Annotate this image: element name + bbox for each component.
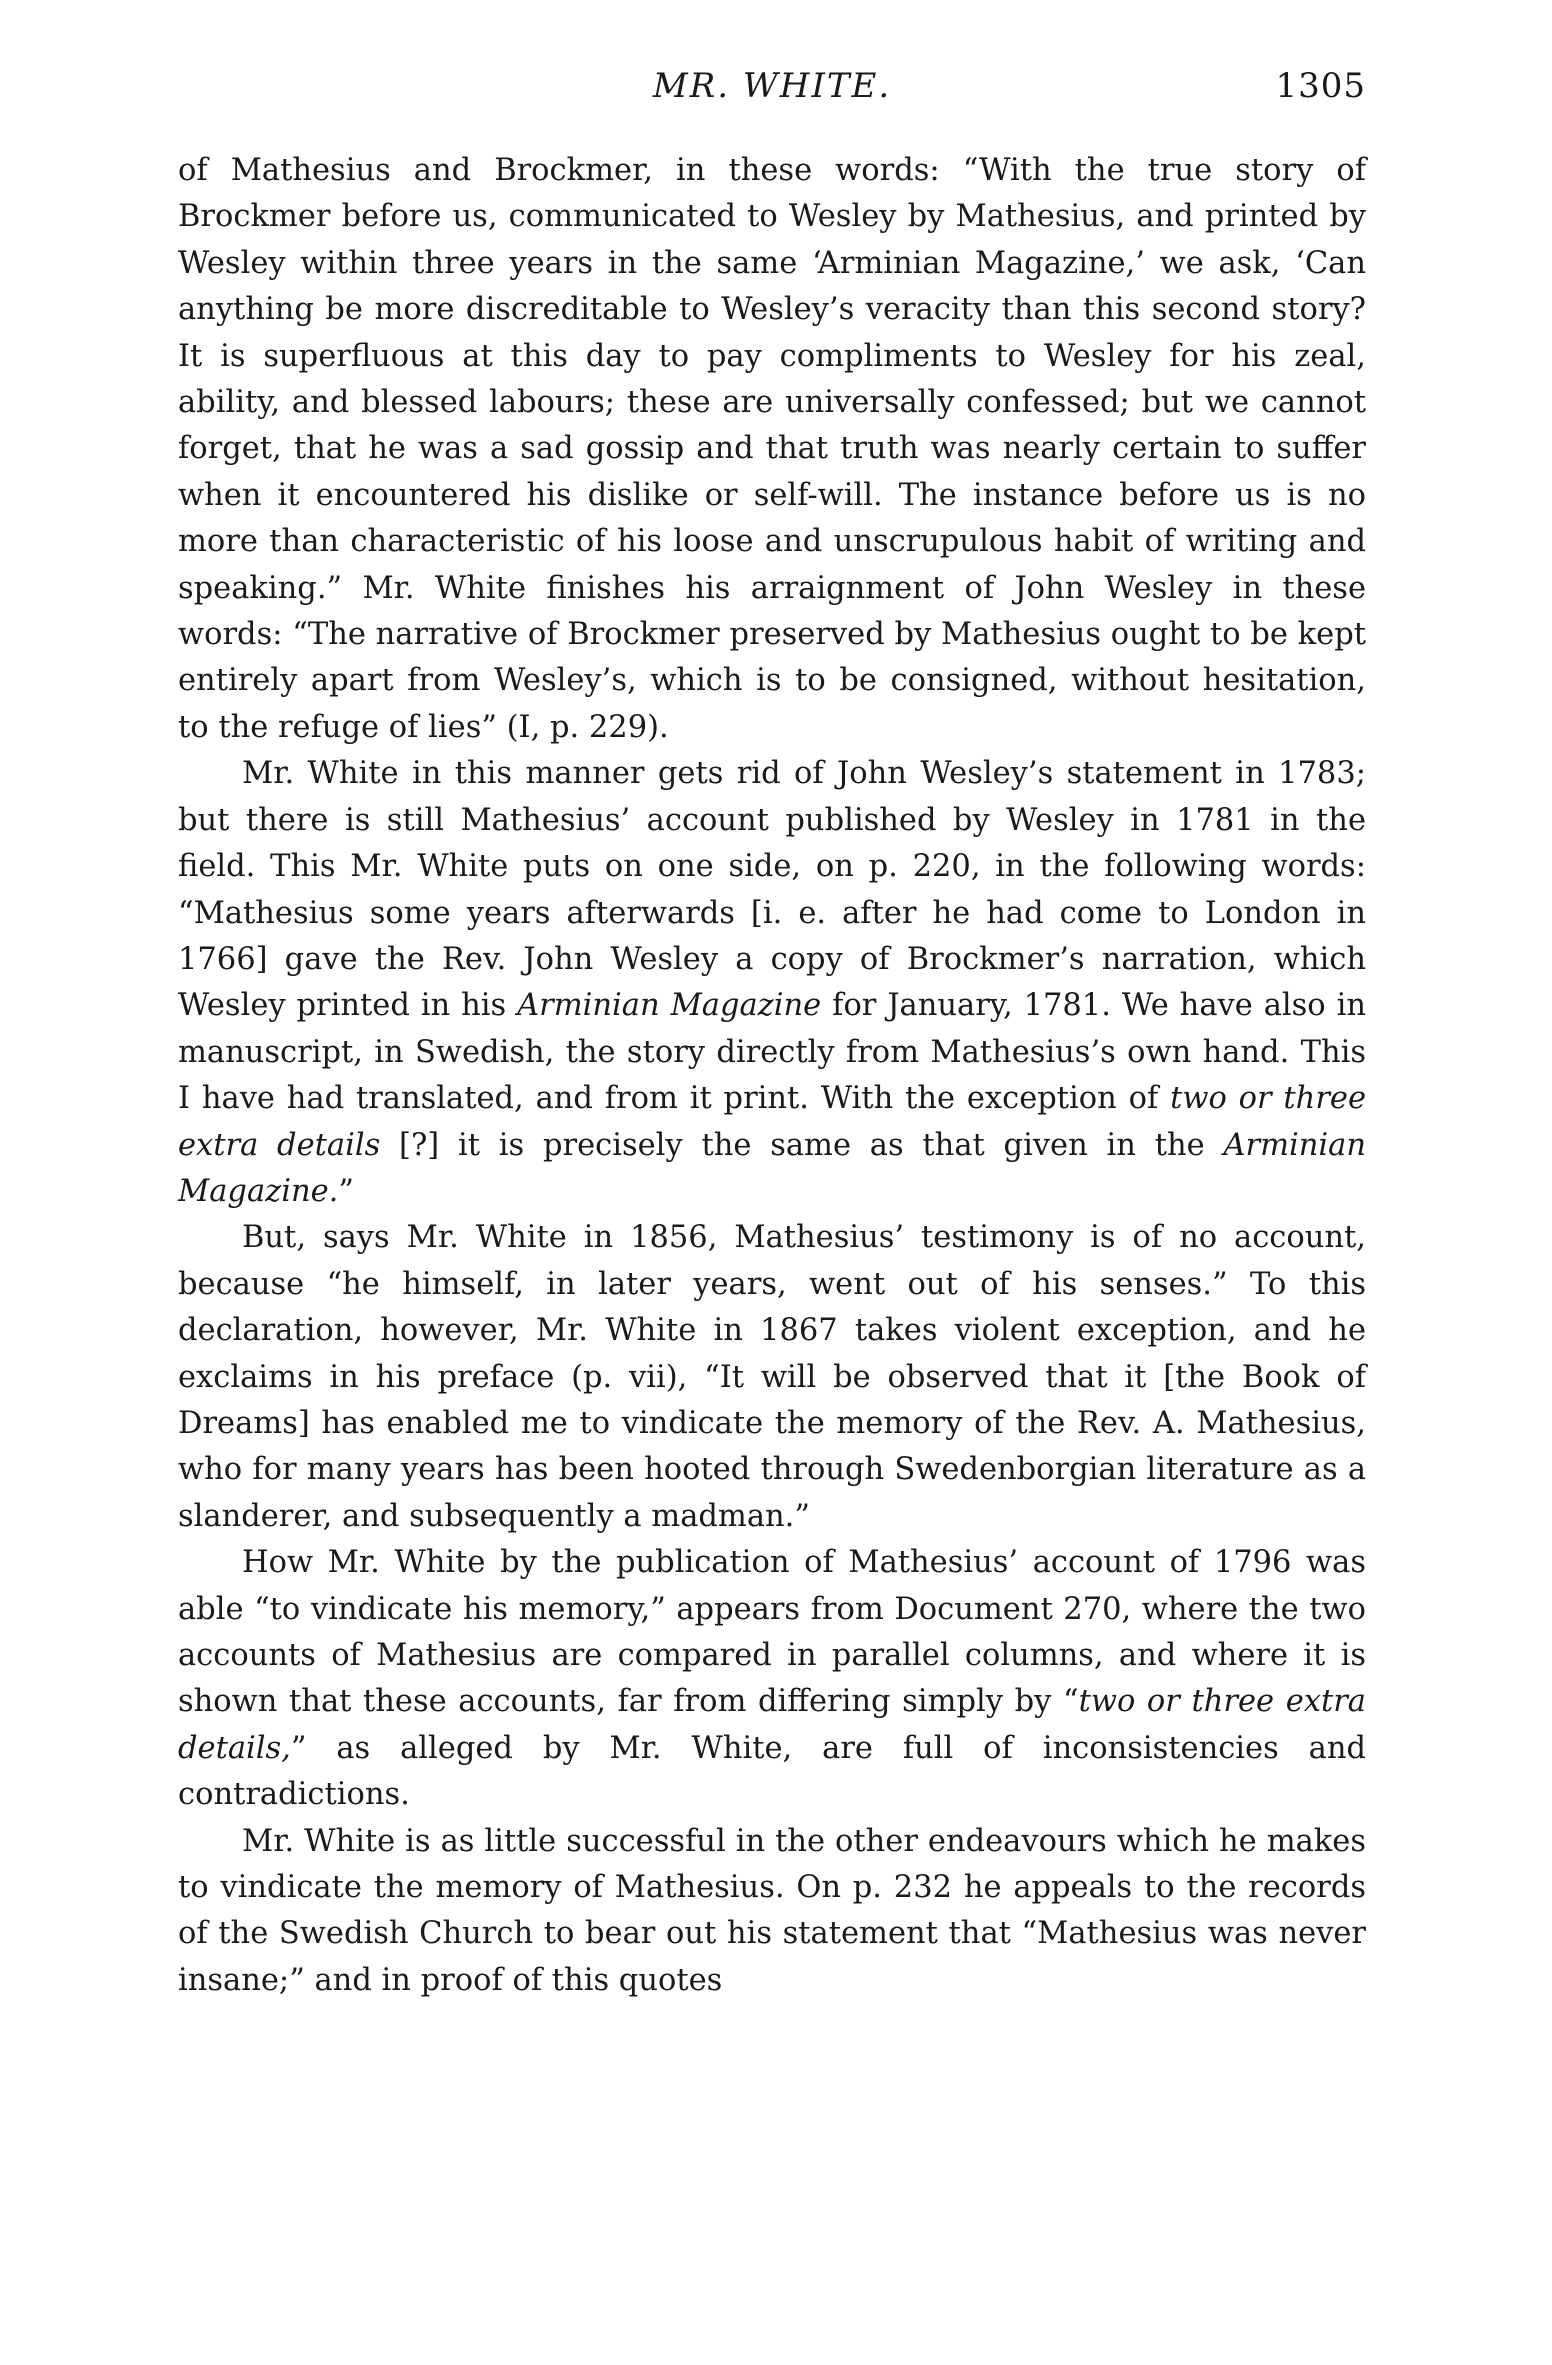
italic-run: two or three extra details, xyxy=(178,1684,1366,1766)
text-run: ” as alleged by Mr. White, are full of inconsistencies and contradictions. xyxy=(178,1730,1366,1813)
italic-run: Arminian Magazine. xyxy=(178,1127,1366,1209)
italic-run: Arminian Magazine xyxy=(517,988,822,1024)
text-run: How Mr. White by the publication of Mathesius’ account of 1796 was able “to vindicate his memory,” appears from Document 270, where the two accounts of Mathesius are compared in parallel columns, and where it is shown that these accounts, far from differing simply by “ xyxy=(178,1545,1366,1720)
paragraph xyxy=(178,751,1366,1215)
text-run: Mr. White is as little successful in the other endeavours which he makes to vindicate the memory of Mathesius. On p. 232 he appeals to the records of the Swedish Church to bear out his statement that “Mathesius was never insane;” and in proof of this quotes xyxy=(178,1823,1366,1998)
page-number: 1305 xyxy=(1275,66,1366,106)
text-run: Mr. White in this manner gets rid of John Wesley’s statement in 1783; but there is still Mathesius’ account published by Wesley in 1781 in the field. This Mr. White puts on one side, on p. 220, in the following words: “Mathesius some years afterwards [i. e. after he had come to London in 1766] gave the Rev. John Wesley a copy of Brockmer’s narration, which Wesley printed in his xyxy=(178,756,1366,1024)
paragraph xyxy=(178,1540,1366,1818)
text-run: for January, 1781. We have also in manuscript, in Swedish, the story directly from Mathesius’s own hand. This I have had translated, and from it print. With the exception of xyxy=(178,988,1367,1117)
running-title: MR. WHITE. xyxy=(652,66,892,106)
text-run: of Mathesius and Brockmer, in these words: “With the true story of Brockmer before us, communicated to Wesley by Mathesius, and printed by Wesley within three years in the same ‘Arminian Magazine,’ we ask, ‘Can anything be more discreditable to Wesley’s veracity than this second story? It is superfluous at this day to pay compliments to Wesley for his zeal, ability, and blessed labours; these are universally confessed; but we cannot forget, that he was a sad gossip and that truth was nearly certain to suffer when it encountered his dislike or self-will. The instance before us is no more than characteristic of his loose and unscrupulous habit of writing and speaking.” Mr. White finishes his arraignment of John Wesley in these words: “The narrative of Brockmer preserved by Mathesius ought to be kept entirely apart from Wesley’s, which is to be consigned, without hesitation, to the refuge of lies” (I, p. 229). xyxy=(178,153,1366,745)
paragraph xyxy=(178,148,1366,751)
text-run: ” xyxy=(338,1173,354,1209)
running-header xyxy=(178,66,1366,126)
italic-run: two or three extra details xyxy=(178,1081,1366,1163)
body-text xyxy=(178,148,1366,2004)
text-run: But, says Mr. White in 1856, Mathesius’ testimony is of no account, because “he himself, in later years, went out of his senses.” To this declaration, however, Mr. White in 1867 takes violent exception, and he exclaims in his preface (p. vii), “It will be observed that it [the Book of Dreams] has enabled me to vindicate the memory of the Rev. A. Mathesius, who for many years has been hooted through Swedenborgian literature as a slanderer, and subsequently a madman.” xyxy=(178,1220,1366,1534)
paragraph xyxy=(178,1819,1366,2005)
text-run: [?] it is precisely the same as that given in the xyxy=(380,1127,1224,1163)
document-page xyxy=(178,66,1366,2004)
paragraph xyxy=(178,1215,1366,1540)
